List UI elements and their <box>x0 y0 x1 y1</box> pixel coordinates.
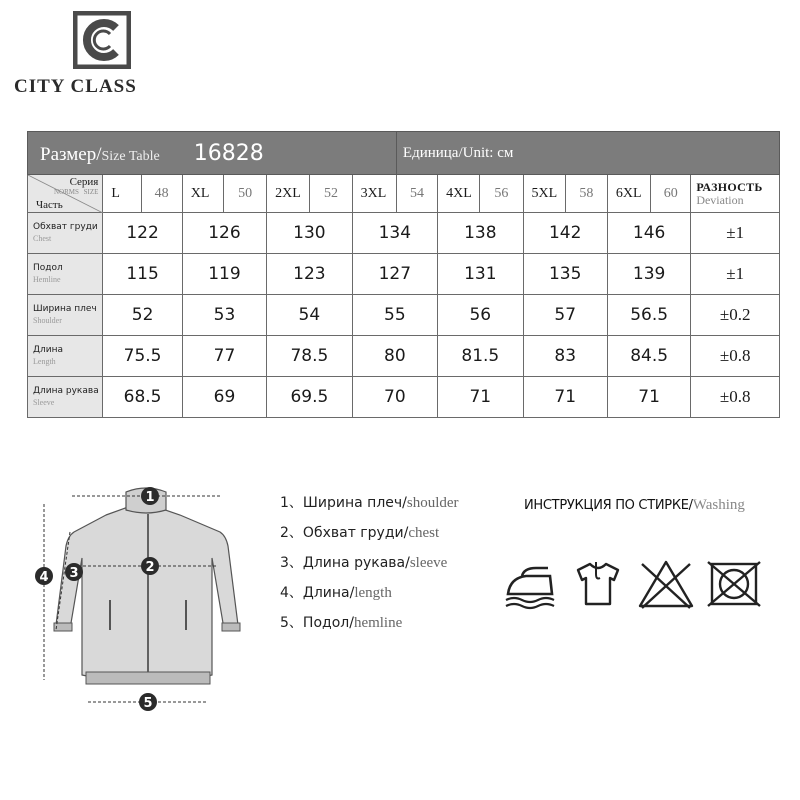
table-cell: 134 <box>352 213 438 254</box>
hem-band <box>86 672 210 684</box>
washing-title-en: Washing <box>692 497 745 513</box>
legend-ru: Длина рукава/ <box>302 555 410 571</box>
table-cell: 57 <box>523 295 607 336</box>
size-label: 2XL <box>267 175 310 213</box>
marker-5-label: 5 <box>143 696 153 711</box>
deviation-header-en: Deviation <box>696 192 744 207</box>
legend-item <box>280 522 495 552</box>
table-row-hemline <box>28 254 780 295</box>
table-cell: 75.5 <box>103 336 182 377</box>
size-label: L <box>103 175 141 213</box>
size-number: 48 <box>141 175 182 213</box>
marker-4-label: 4 <box>39 570 49 585</box>
size-number: 56 <box>480 175 523 213</box>
row-label <box>28 336 103 377</box>
table-cell: 71 <box>523 377 607 418</box>
row-label-ru: Подол <box>33 263 63 273</box>
deviation-header <box>691 175 780 213</box>
table-unit-cell <box>396 132 779 175</box>
corner-norms: NORMS <box>54 188 79 196</box>
legend-en: sleeve <box>409 555 448 571</box>
table-cell: 115 <box>103 254 182 295</box>
legend-ru: Ширина плеч/ <box>302 495 407 511</box>
table-cell: 56.5 <box>607 295 690 336</box>
row-label <box>28 377 103 418</box>
row-label-en: Sleeve <box>33 398 55 407</box>
measurement-legend <box>280 492 495 642</box>
deviation-cell: ±1 <box>691 213 780 254</box>
table-row-length <box>28 336 780 377</box>
size-number: 52 <box>310 175 352 213</box>
table-cell: 126 <box>182 213 266 254</box>
marker-3-label: 3 <box>69 566 79 581</box>
table-row-shoulder <box>28 295 780 336</box>
unit-label: Единица/Unit: см <box>402 145 514 161</box>
table-header-row <box>28 132 780 175</box>
size-label: 5XL <box>523 175 565 213</box>
table-cell: 138 <box>438 213 523 254</box>
marker-2-label: 2 <box>145 560 155 575</box>
deviation-cell: ±0.2 <box>691 295 780 336</box>
legend-ru: Подол/ <box>302 615 354 631</box>
corner-series: Серия <box>69 176 99 188</box>
table-title-ru: Размер/ <box>40 143 102 165</box>
jacket-outline <box>56 502 238 683</box>
row-label <box>28 295 103 336</box>
row-label-ru: Обхват груди <box>33 222 98 232</box>
brand-name: CITY CLASS <box>14 76 137 97</box>
table-cell: 71 <box>438 377 523 418</box>
table-cell: 130 <box>267 213 352 254</box>
table-cell: 123 <box>267 254 352 295</box>
no-bleach-icon <box>636 558 696 610</box>
row-label-ru: Длина <box>33 345 64 355</box>
jacket-diagram <box>30 480 260 725</box>
table-cell: 54 <box>267 295 352 336</box>
no-tumble-dry-icon <box>704 558 764 610</box>
legend-number: 2、 <box>280 525 303 541</box>
size-number: 50 <box>223 175 266 213</box>
table-cell: 71 <box>607 377 690 418</box>
table-cell: 56 <box>438 295 523 336</box>
size-label: 4XL <box>438 175 480 213</box>
legend-ru: Обхват груди/ <box>302 525 409 541</box>
washing-title <box>524 496 745 514</box>
iron-icon <box>500 558 560 610</box>
legend-en: shoulder <box>406 495 459 511</box>
table-cell: 146 <box>607 213 690 254</box>
marker-5 <box>139 693 157 711</box>
table-title-cell <box>28 132 397 175</box>
marker-2 <box>141 557 159 575</box>
legend-number: 4、 <box>280 585 303 601</box>
table-cell: 69 <box>182 377 266 418</box>
table-cell: 68.5 <box>103 377 182 418</box>
legend-item <box>280 492 495 522</box>
table-cell: 55 <box>352 295 438 336</box>
legend-number: 5、 <box>280 615 303 631</box>
table-cell: 53 <box>182 295 266 336</box>
table-cell: 135 <box>523 254 607 295</box>
table-cell: 81.5 <box>438 336 523 377</box>
table-row-chest <box>28 213 780 254</box>
legend-item <box>280 582 495 612</box>
legend-number: 3、 <box>280 555 303 571</box>
legend-en: length <box>354 585 392 601</box>
washing-title-ru: ИНСТРУКЦИЯ ПО СТИРКЕ/ <box>524 498 693 513</box>
model-number: 16828 <box>193 140 264 166</box>
table-cell: 80 <box>352 336 438 377</box>
city-class-logo-icon <box>72 10 132 70</box>
marker-3 <box>65 563 83 581</box>
legend-en: hemline <box>353 615 403 631</box>
size-header-row <box>28 175 780 213</box>
size-number: 60 <box>651 175 691 213</box>
table-cell: 122 <box>103 213 182 254</box>
cuff-right <box>222 623 240 631</box>
legend-item <box>280 552 495 582</box>
table-cell: 77 <box>182 336 266 377</box>
marker-1-label: 1 <box>145 490 155 505</box>
legend-ru: Длина/ <box>302 585 355 601</box>
table-cell: 119 <box>182 254 266 295</box>
legend-number: 1、 <box>280 495 303 511</box>
table-cell: 127 <box>352 254 438 295</box>
corner-size: SIZE <box>83 188 99 196</box>
size-number: 58 <box>565 175 607 213</box>
table-cell: 83 <box>523 336 607 377</box>
table-cell: 78.5 <box>267 336 352 377</box>
size-label: 6XL <box>607 175 650 213</box>
corner-cell <box>28 175 103 213</box>
table-cell: 69.5 <box>267 377 352 418</box>
legend-en: chest <box>408 525 440 541</box>
marker-1 <box>141 487 159 505</box>
row-label-ru: Ширина плеч <box>33 304 97 314</box>
size-label: 3XL <box>352 175 396 213</box>
size-number: 54 <box>396 175 437 213</box>
table-cell: 131 <box>438 254 523 295</box>
row-label-en: Shoulder <box>33 316 62 325</box>
table-cell: 52 <box>103 295 182 336</box>
deviation-cell: ±0.8 <box>691 377 780 418</box>
table-row-sleeve <box>28 377 780 418</box>
table-cell: 139 <box>607 254 690 295</box>
corner-part: Часть <box>36 199 63 211</box>
row-label-en: Hemline <box>33 275 61 284</box>
deviation-cell: ±1 <box>691 254 780 295</box>
deviation-header-ru: РАЗНОСТЬ <box>696 179 763 194</box>
row-label-ru: Длина рукава <box>33 386 99 396</box>
row-label-en: Chest <box>33 234 52 243</box>
row-label <box>28 254 103 295</box>
row-label-en: Length <box>33 357 56 366</box>
hand-wash-icon <box>568 558 628 610</box>
size-table <box>27 131 780 418</box>
row-label <box>28 213 103 254</box>
deviation-cell: ±0.8 <box>691 336 780 377</box>
table-title-en: Size Table <box>101 148 160 164</box>
legend-item <box>280 612 495 642</box>
table-cell: 142 <box>523 213 607 254</box>
marker-4 <box>35 567 53 585</box>
table-cell: 84.5 <box>607 336 690 377</box>
table-cell: 70 <box>352 377 438 418</box>
size-label: XL <box>182 175 223 213</box>
